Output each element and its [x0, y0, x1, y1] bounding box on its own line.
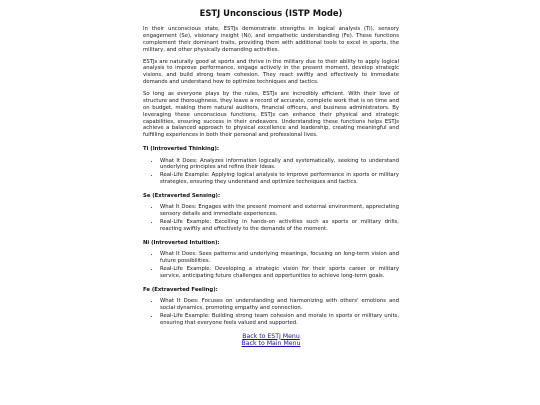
list-item: • Real-Life Example: Building strong team cohesion and morale in sports or military units, ensuring that everyone feels valued and supported. [160, 313, 399, 327]
list-item: • What It Does: Focuses on understanding and harmonizing with others' emotions and social dynamics, promoting empathy and connection. [160, 298, 399, 312]
article [143, 8, 399, 348]
intro-paragraph: So long as everyone plays by the rules, ESTJs are incredibly efficient. With their love of structure and thoroughness, they leave a record of accurate, complete work that is on time and on budget, making them natural auditors, financial officers, and business administrators. By leveraging these unconscious functions, ESTJs can enhance their physical and strategic capabilities, ensuring success in their endeavors. Understanding these functions helps ESTJs achieve a balanced approach to physical excellence and leadership, creating meaningful and fulfilling experiences in both their personal and professional lives. [143, 91, 399, 139]
section-heading-se: Se (Extraverted Sensing): [143, 193, 221, 200]
intro-paragraph: In their unconscious state, ESTJs demonstrate strengths in logical analysis (Ti), sensory engagement (Se), visionary insight (Ni), and empathetic understanding (Fe). These functions complement their dominant traits, providing them with additional tools to excel in sports, the military, and other physically demanding activities. [143, 26, 399, 53]
page-title: ESTJ Unconscious (ISTP Mode) [199, 8, 343, 18]
section-heading-ti: Ti (Introverted Thinking): [143, 146, 220, 153]
list-item: • What It Does: Analyzes information logically and systematically, seeking to understand underlying principles and refine their ideas. [160, 158, 399, 172]
nav-links [143, 333, 399, 349]
back-to-estj-menu-link[interactable]: Back to ESTJ Menu [242, 332, 300, 340]
list-item: • What It Does: Sees patterns and underlying meanings, focusing on long-term vision and future possibilities. [160, 251, 399, 265]
list-item: • Real-Life Example: Applying logical analysis to improve performance in sports or military strategies, ensuring they understand and optimize techniques and tactics. [160, 172, 399, 186]
section-list-ti [143, 158, 399, 187]
list-item: • Real-Life Example: Developing a strategic vision for their sports career or military service, anticipating future challenges and opportunities to achieve long-term goals. [160, 266, 399, 280]
intro-paragraph: ESTJs are naturally good at sports and thrive in the military due to their ability to apply logical analysis to improve performance, engage actively in the present moment, develop strategic visions, and build strong team cohesion. They react swiftly and effectively to immediate demands and understand how to optimize techniques and tactics. [143, 58, 399, 86]
section-list-fe [143, 298, 399, 327]
back-to-main-menu-link[interactable]: Back to Main Menu [241, 340, 301, 348]
section-list-se [143, 204, 399, 233]
section-heading-fe: Fe (Extraverted Feeling): [143, 286, 218, 293]
list-item: • Real-Life Example: Excelling in hands-on activities such as sports or military drills, reacting swiftly and effectively to the demands of the moment. [160, 219, 399, 233]
list-item: • What It Does: Engages with the present moment and external environment, appreciating sensory details and immediate experiences. [160, 204, 399, 218]
section-heading-ni: Ni (Introverted Intuition): [143, 239, 220, 246]
section-list-ni [143, 251, 399, 280]
